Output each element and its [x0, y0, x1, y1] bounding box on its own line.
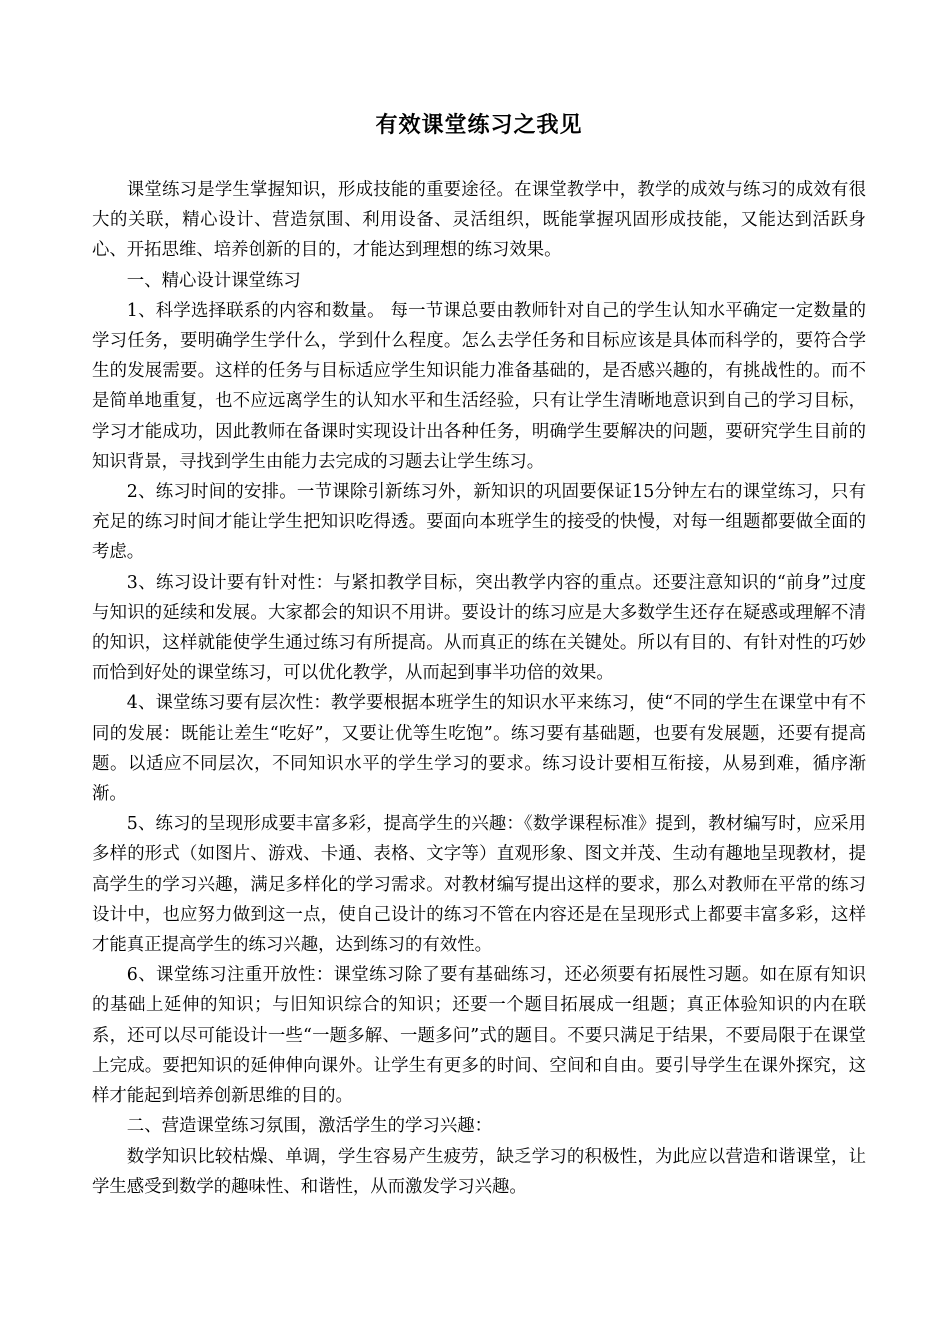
- section-heading-1: 一、精心设计课堂练习: [126, 270, 301, 291]
- paragraph-intro: 课堂练习是学生掌握知识，形成技能的重要途径。在课堂教学中，教学的成效与练习的成效有很大的关联，精心设计、营造氛围、利用设备、灵活组织，既能掌握巩固形成技能，又能达到活跃身心、开拓思维、培养创新的目的，才能达到理想的练习效果。: [92, 180, 866, 261]
- section-heading-2: 二、营造课堂练习氛围，激活学生的学习兴趣：: [126, 1116, 493, 1137]
- paragraph-item-6: 6、课堂练习注重开放性：课堂练习除了要有基础练习，还必须要有拓展性习题。如在原有知识的基础上延伸的知识；与旧知识综合的知识；还要一个题目拓展成一组题；真正体验知识的内在联系，还可以尽可能设计一些“一题多解、一题多问”式的题目。不要只满足于结果，不要局限于在课堂上完成。要把知识的延伸伸向课外。让学生有更多的时间、空间和自由。要引导学生在课外探究，这样才能起到培养创新思维的目的。: [92, 965, 866, 1107]
- paragraph-item-5: 5、练习的呈现形成要丰富多彩，提高学生的兴趣：《数学课程标准》提到，教材编写时，应采用多样的形式（如图片、游戏、卡通、表格、文字等）直观形象、图文并茂、生动有趣地呈现教材，提高学生的学习兴趣，满足多样化的学习需求。对教材编写提出这样的要求，那么对教师在平常的练习设计中，也应努力做到这一点，使自己设计的练习不管在内容还是在呈现形式上都要丰富多彩，这样才能真正提高学生的练习兴趣，达到练习的有效性。: [92, 814, 866, 956]
- paragraph-item-2: 2、练习时间的安排。一节课除引新练习外，新知识的巩固要保证15分钟左右的课堂练习，只有充足的练习时间才能让学生把知识吃得透。要面向本班学生的接受的快慢，对每一组题都要做全面的考虑。: [92, 482, 866, 563]
- paragraph-item-4: 4、课堂练习要有层次性：教学要根据本班学生的知识水平来练习，使“不同的学生在课堂中有不同的发展：既能让差生“吃好”，又要让优等生吃饱”。练习要有基础题，也要有发展题，还要有提高题。以适应不同层次，不同知识水平的学生学习的要求。练习设计要相互衔接，从易到难，循序渐渐。: [92, 693, 866, 805]
- document-title: 有效课堂练习之我见: [375, 113, 583, 138]
- document-body: [92, 175, 866, 1202]
- paragraph-section-2: 数学知识比较枯燥、单调，学生容易产生疲劳，缺乏学习的积极性，为此应以营造和谐课堂，让学生感受到数学的趣味性、和谐性，从而激发学习兴趣。: [92, 1146, 866, 1197]
- paragraph-item-3: 3、练习设计要有针对性：与紧扣教学目标，突出教学内容的重点。还要注意知识的“前身”过度与知识的延续和发展。大家都会的知识不用讲。要设计的练习应是大多数学生还存在疑惑或理解不清的知识，这样就能使学生通过练习有所提高。从而真正的练在关键处。所以有目的、有针对性的巧妙而恰到好处的课堂练习，可以优化教学，从而起到事半功倍的效果。: [92, 572, 866, 684]
- paragraph-item-1: 1、科学选择联系的内容和数量。 每一节课总要由教师针对自己的学生认知水平确定一定数量的学习任务，要明确学生学什么，学到什么程度。怎么去学任务和目标应该是具体而科学的，要符合学生的发展需要。这样的任务与目标适应学生知识能力准备基础的，是否感兴趣的，有挑战性的。而不是简单地重复，也不应远离学生的认知水平和生活经验，只有让学生清晰地意识到自己的学习目标，学习才能成功，因此教师在备课时实现设计出各种任务，明确学生要解决的问题，要研究学生目前的知识背景，寻找到学生由能力去完成的习题去让学生练习。: [92, 300, 866, 472]
